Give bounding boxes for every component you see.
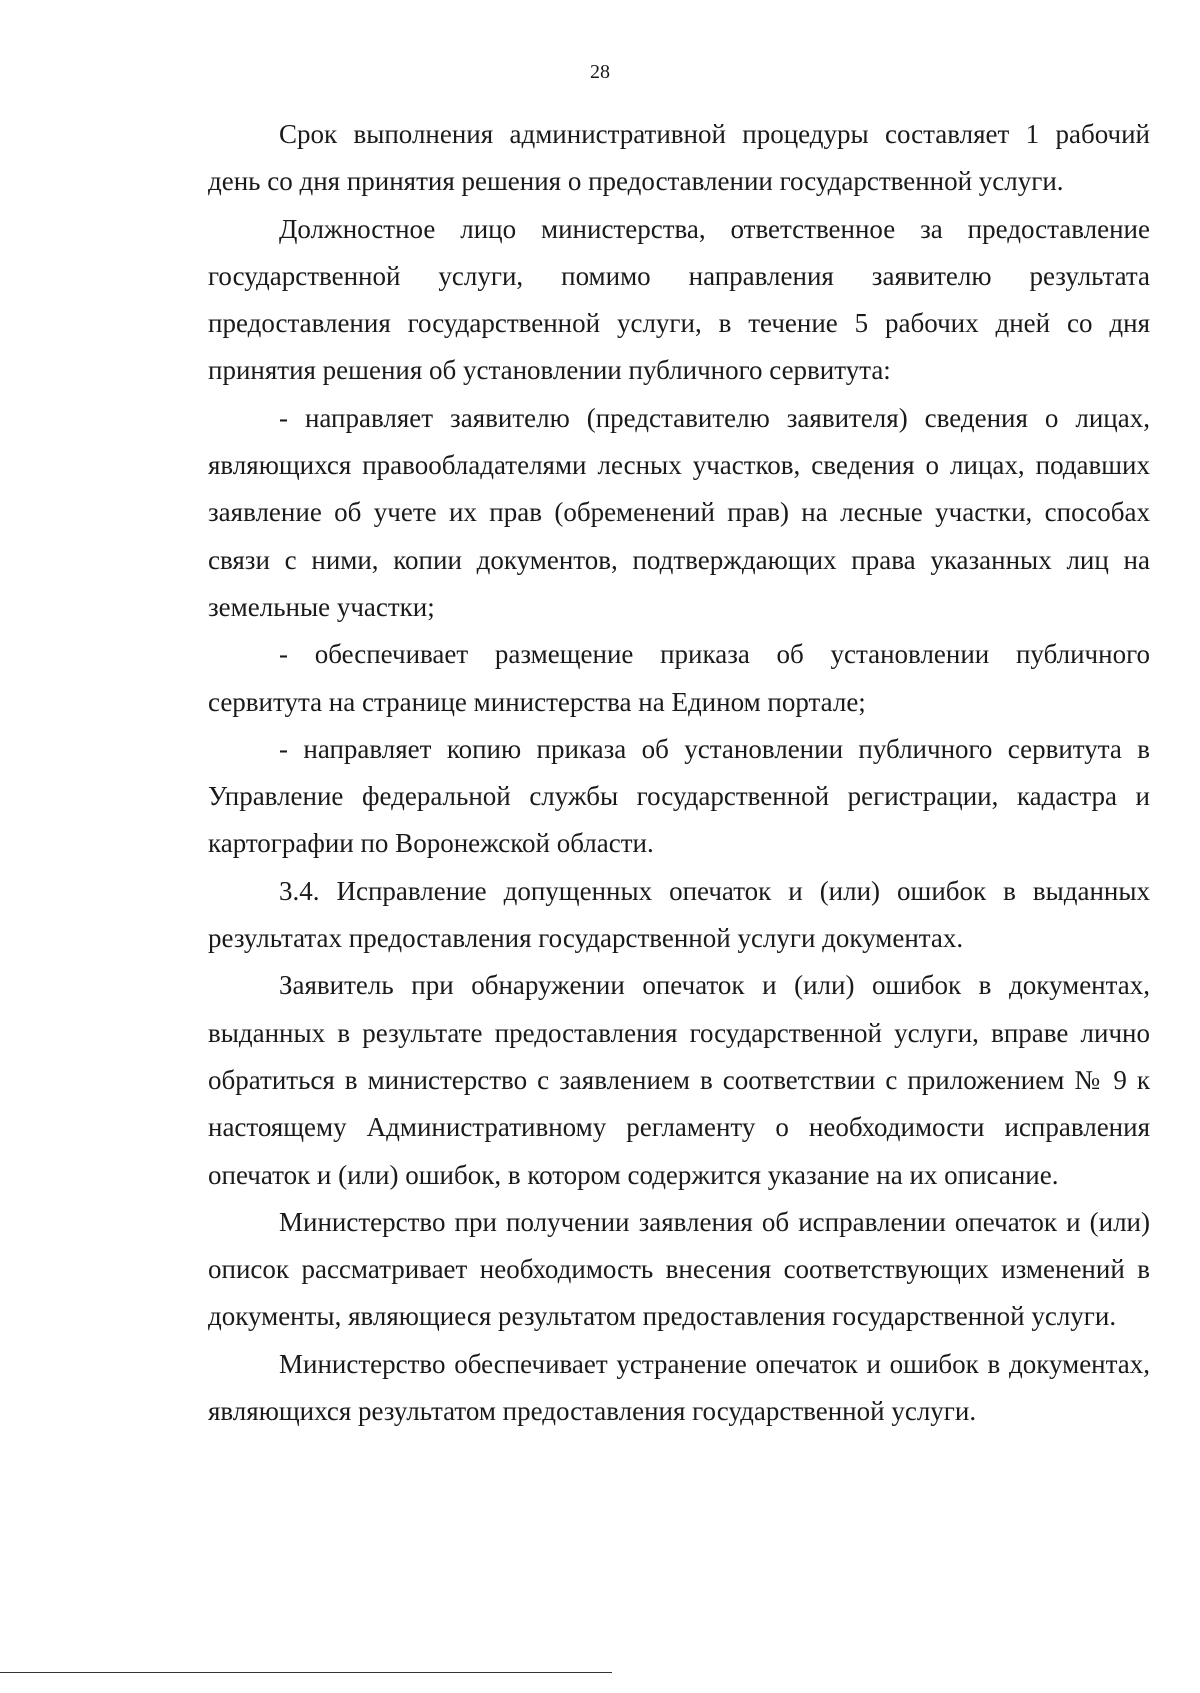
- list-item-send-info: - направляет заявителю (представителю заявителя) сведения о лицах, являющихся правообладателями лесных участков, сведения о лицах, подавших заявление об учете их прав (обременений прав) на лесные участки, способах связи с ними, копии документов, подтверждающих права указанных лиц на земельные участки;: [208, 402, 1150, 622]
- paragraph-ministry-review: Министерство при получении заявления об исправлении опечаток и (или) описок рассматривает необходимость внесения соответствующих изменений в документы, являющиеся результатом предоставления государственной услуги.: [208, 1206, 1150, 1332]
- section-heading-3-4: 3.4. Исправление допущенных опечаток и (или) ошибок в выданных результатах предоставления государственной услуги документах.: [208, 875, 1150, 954]
- paragraph-applicant: Заявитель при обнаружении опечаток и (или) ошибок в документах, выданных в результате предоставления государственной услуги, вправе лично обратиться в министерство с заявлением в соответствии с приложением № 9 к настоящему Административному регламенту о необходимости исправления опечаток и (или) ошибок, в котором содержится указание на их описание.: [208, 970, 1150, 1190]
- list-item-send-copy: - направляет копию приказа об установлении публичного сервитута в Управление федеральной службы государственной регистрации, кадастра и картографии по Воронежской области.: [208, 733, 1150, 859]
- footer-rule: [0, 1672, 612, 1673]
- document-body: [208, 111, 1150, 1435]
- paragraph-ministry-fix: Министерство обеспечивает устранение опечаток и ошибок в документах, являющихся результатом предоставления государственной услуги.: [208, 1348, 1150, 1427]
- page-number: 28: [590, 61, 610, 83]
- list-item-publish-order: - обеспечивает размещение приказа об установлении публичного сервитута на странице министерства на Едином портале;: [208, 639, 1150, 717]
- paragraph-official-duties: Должностное лицо министерства, ответственное за предоставление государственной услуги, помимо направления заявителю результата предоставления государственной услуги, в течение 5 рабочих дней со дня принятия решения об установлении публичного сервитута:: [208, 213, 1150, 386]
- paragraph-term: Срок выполнения административной процедуры составляет 1 рабочий день со дня принятия решения о предоставлении государственной услуги.: [208, 119, 1150, 197]
